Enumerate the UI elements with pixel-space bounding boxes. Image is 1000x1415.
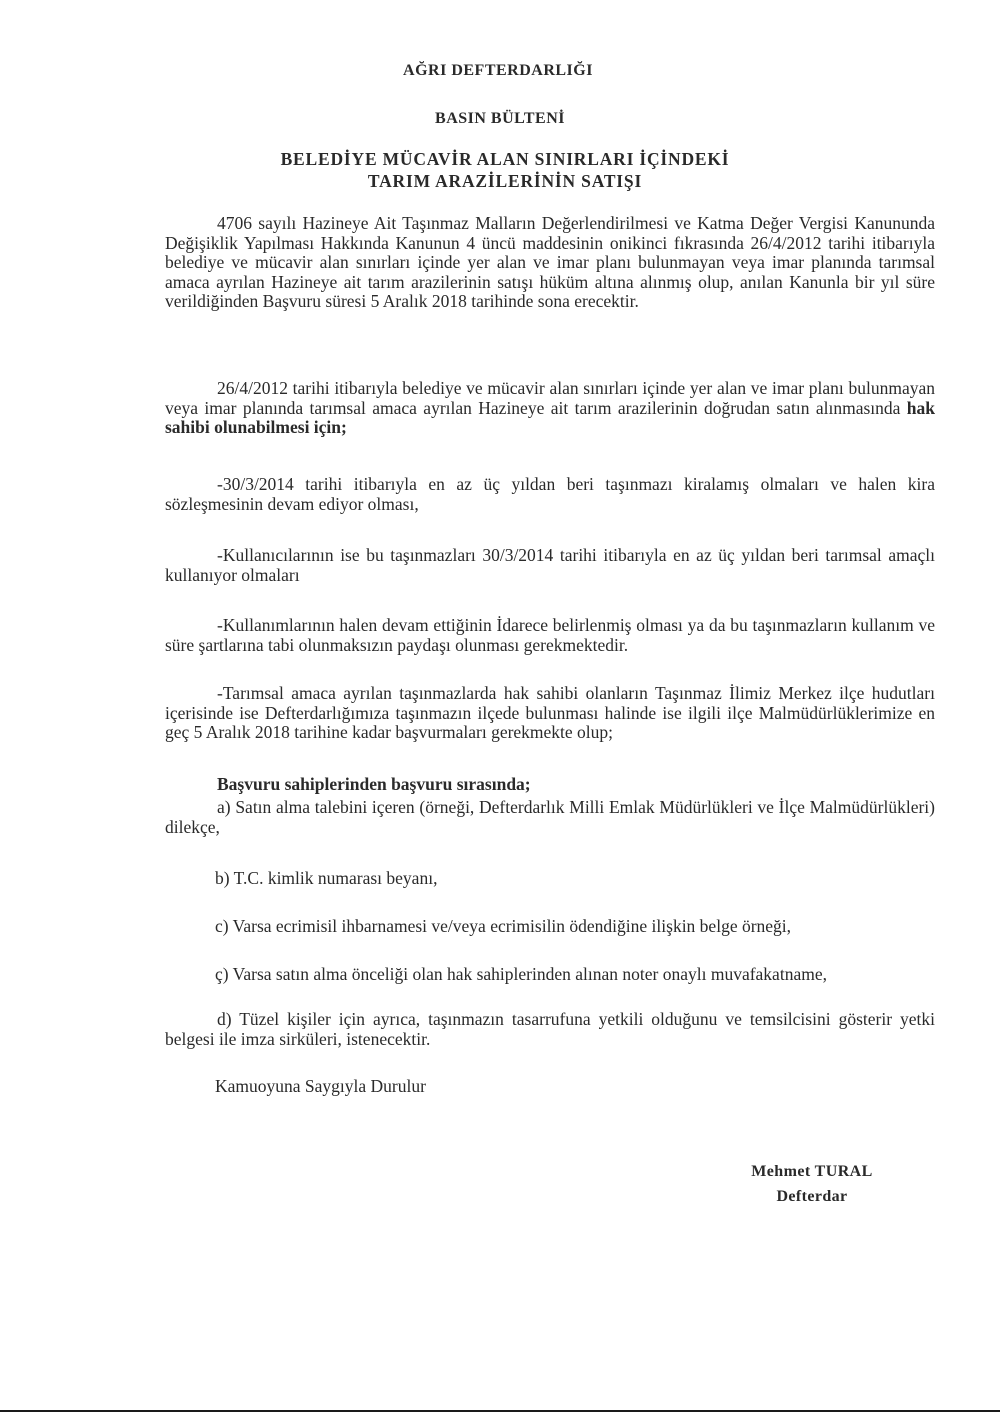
title-line-1: BELEDİYE MÜCAVİR ALAN SINIRLARI İÇİNDEKİ [280, 149, 730, 169]
eligibility-text: 26/4/2012 tarihi itibarıyla belediye ve mücavir alan sınırları içinde yer alan ve imar planı bulunmayan veya imar planında tarımsal amaca ayrılan Hazineye ait tarım arazilerinin doğrudan satın alınmasında [165, 378, 935, 418]
eligibility-emphasis: hak sahibi olunabilmesi için; [165, 397, 936, 437]
organization-heading: AĞRI DEFTERDARLIĞI [403, 62, 593, 79]
paragraph-intro: 4706 sayılı Hazineye Ait Taşınmaz Malların Değerlendirilmesi ve Katma Değer Vergisi Kanununda Değişiklik Yapılması Hakkında Kanunun 4 üncü maddesinin onikinci fıkrasında 26/4/2012 tarihi itibarıyla belediye ve mücavir alan sınırları içinde yer alan ve imar planı bulunmayan veya imar planında tarımsal amaca ayrılan Hazineye ait tarım arazilerinin satışı hüküm altına alınmış olup, anılan Kanunla bir yıl süre verildiğinden Başvuru süresi 5 Aralık 2018 tarihinde sona erecektir. [165, 213, 935, 311]
condition-lease: -30/3/2014 tarihi itibarıyla en az üç yıldan beri taşınmazı kiralamış olmaları ve halen kira sözleşmesinin devam ediyor olması, [165, 474, 935, 514]
document-title [5, 148, 1000, 192]
signatory-name: Mehmet TURAL [751, 1163, 873, 1180]
bulletin-heading: BASIN BÜLTENİ [435, 110, 565, 127]
condition-users: -Kullanıcılarının ise bu taşınmazları 30/3/2014 tarihi itibarıyla en az üç yıldan beri tarımsal amaçlı kullanıyor olmaları [165, 545, 935, 585]
document-item-b: b) T.C. kimlik numarası beyanı, [215, 868, 438, 888]
signatory-title: Defterdar [776, 1188, 848, 1205]
documents-subheading: Başvuru sahiplerinden başvuru sırasında; [217, 774, 531, 794]
paragraph-eligibility [165, 379, 935, 438]
condition-application: -Tarımsal amaca ayrılan taşınmazlarda hak sahibi olanların Taşınmaz İlimiz Merkez ilçe hudutları içerisinde ise Defterdarlığımıza taşınmazın ilçede bulunması halinde ise ilgili ilçe Malmüdürlüklerimize en geç 5 Aralık 2018 tarihine kadar başvurmaları gerekmekte olup; [165, 683, 935, 742]
document-item-c-cedilla: ç) Varsa satın alma önceliği olan hak sahiplerinden alınan noter onaylı muvafakatname, [215, 964, 827, 984]
document-item-a: a) Satın alma talebini içeren (örneği, Defterdarlık Milli Emlak Müdürlükleri ve İlçe Malmüdürlükleri) dilekçe, [165, 797, 935, 837]
title-line-2: TARIM ARAZİLERİNİN SATIŞI [367, 171, 643, 191]
scan-edge-line [0, 1410, 1000, 1412]
document-item-c: c) Varsa ecrimisil ihbarnamesi ve/veya ecrimisilin ödendiğine ilişkin belge örneği, [215, 916, 792, 936]
closing-line: Kamuoyuna Saygıyla Durulur [215, 1076, 426, 1096]
document-item-d: d) Tüzel kişiler için ayrıca, taşınmazın tasarrufuna yetkili olduğunu ve temsilcisini gösterir yetki belgesi ile imza sirküleri, istenecektir. [165, 1009, 935, 1049]
condition-usage: -Kullanımlarının halen devam ettiğinin İdarece belirlenmiş olması ya da bu taşınmazların kullanım ve süre şartlarına tabi olunmaksızın paydaşı olunması gerekmektedir. [165, 615, 935, 655]
